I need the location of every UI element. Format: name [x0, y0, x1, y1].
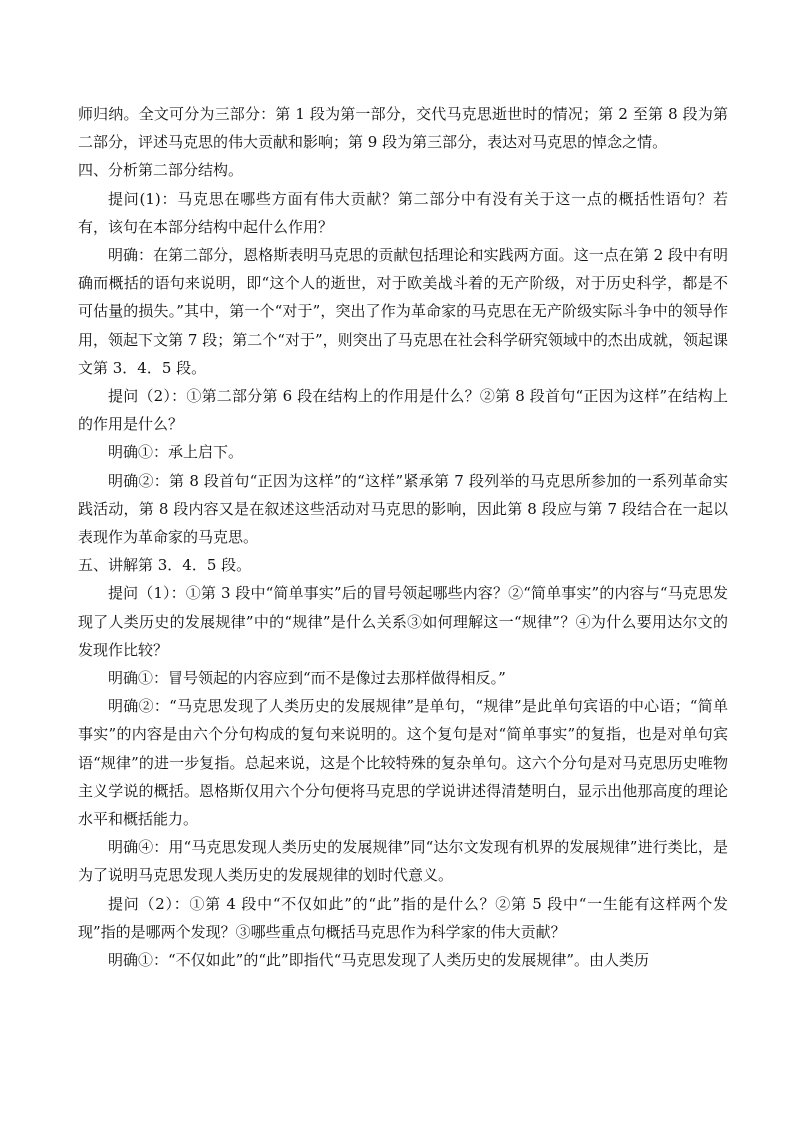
answer-2-section5: 明确②：“马克思发现了人类历史的发展规律”是单句，“规律”是此单句宾语的中心语；“简单事实”的内容是由六个分句构成的复句来说明的。这个复句是对“简单事实”的复指，也是对单句宾语“规律”的进一步复指。总起来说，这是个比较特殊的复杂单句。这六个分句是对马克思历史唯物主义学说的概括。恩格斯仅用六个分句便将马克思的学说讲述得清楚明白，显示出他那高度的理论水平和概括能力。 [78, 697, 728, 829]
answer-2-part2: 明确②：第 8 段首句“正因为这样”的“这样”紧承第 7 段列举的马克思所参加的一系列革命实践活动，第 8 段内容又是在叙述这些活动对马克思的影响，因此第 8 段应与第 7 段结合在一起以表现作为革命家的马克思。 [78, 471, 728, 547]
answer-1-question2-section5: 明确①：“不仅如此”的“此”即指代“马克思发现了人类历史的发展规律”。由人类历 [108, 951, 650, 970]
question-2-section5: 提问（2）：①第 4 段中“不仅如此”的“此”指的是什么？②第 5 段中“一生能有这样两个发现”指的是哪两个发现？③哪些重点句概括马克思作为科学家的伟大贡献？ [78, 894, 728, 941]
answer-1-section5: 明确①：冒号领起的内容应到“而不是像过去那样做得相反。” [108, 669, 506, 688]
question-1-section5: 提问（1）：①第 3 段中“简单事实”后的冒号领起哪些内容？②“简单事实”的内容与“马克思发现了人类历史的发展规律”中的“规律”是什么关系③如何理解这一“规律”？④为什么要用达尔文的发现作比较？ [78, 584, 728, 659]
answer-1-part2: 明确①：承上启下。 [108, 443, 244, 462]
answer-part2-contributions: 明确：在第二部分，恩格斯表明马克思的贡献包括理论和实践两方面。这一点在第 2 段中有明确而概括的语句来说明，即“这个人的逝世，对于欧美战斗着的无产阶级，对于历史科学，都是不可估量的损失。”其中，第一个“对于”，突出了作为革命家的马克思在无产阶级实际斗争中的领导作用，领起下文第 7 段；第二个“对于”，则突出了马克思在社会科学研究领域中的杰出成就，领起课文第 3．4．5 段。 [78, 246, 728, 377]
section-heading-5: 五、讲解第 3．4．5 段。 [78, 556, 252, 575]
section-heading-4: 四、分析第二部分结构。 [78, 161, 244, 180]
question-1-part2: 提问(1)：马克思在哪些方面有伟大贡献？第二部分中有没有关于这一点的概括性语句？若有，该句在本部分结构中起什么作用？ [78, 189, 728, 236]
paragraph-structure-summary: 师归纳。全文可分为三部分：第 1 段为第一部分，交代马克思逝世时的情况；第 2 至第 8 段为第二部分，评述马克思的伟大贡献和影响；第 9 段为第三部分，表达对马克思的悼念之情。 [78, 105, 728, 152]
question-2-part2: 提问（2）：①第二部分第 6 段在结构上的作用是什么？②第 8 段首句“正因为这样”在结构上的作用是什么？ [78, 387, 728, 434]
answer-4-section5: 明确④：用“马克思发现人类历史的发展规律”同“达尔文发现有机界的发展规律”进行类比，是为了说明马克思发现人类历史的发展规律的划时代意义。 [78, 838, 728, 885]
document-body [78, 100, 728, 974]
